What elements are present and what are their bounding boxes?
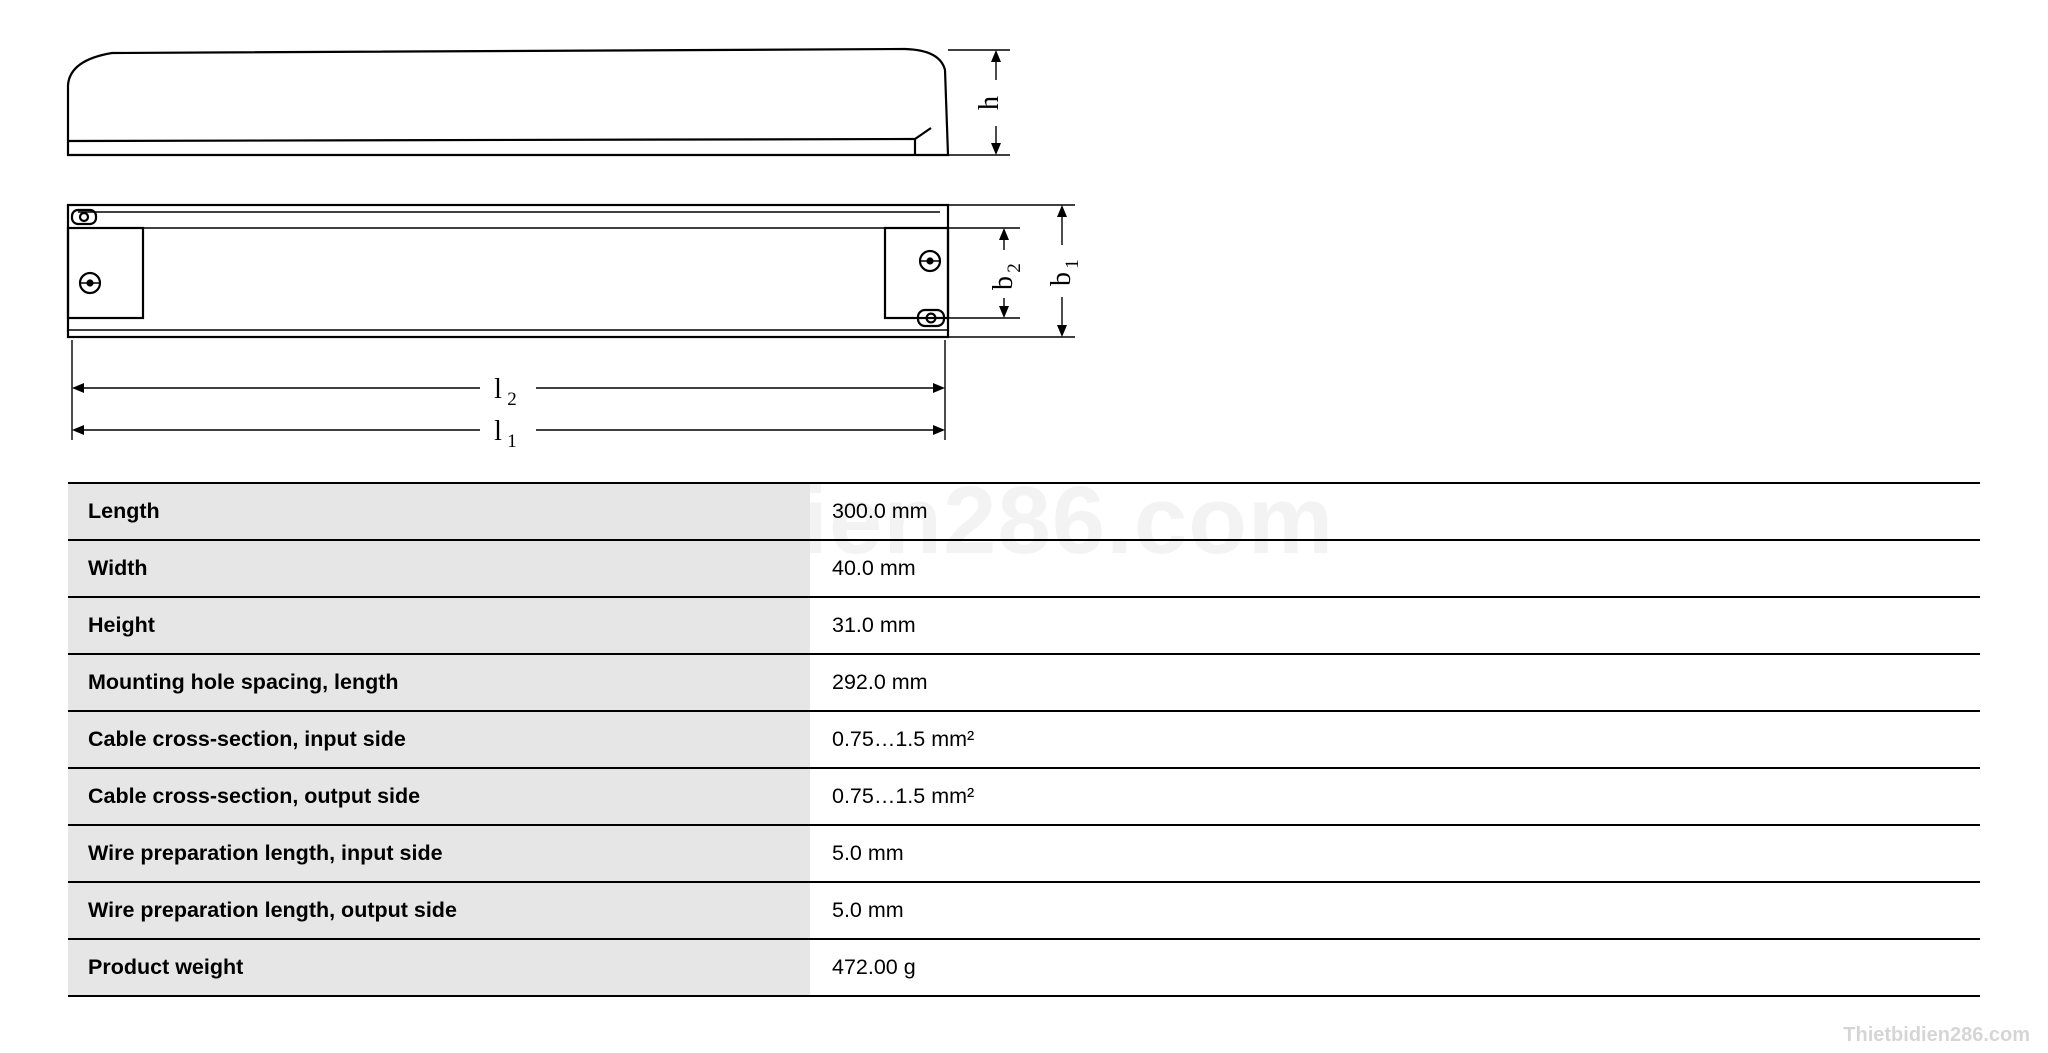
b2-arrow-up <box>999 228 1009 240</box>
specification-table-body <box>68 483 1980 996</box>
spec-label: Height <box>68 597 810 654</box>
table-row <box>68 654 1980 711</box>
spec-label: Mounting hole spacing, length <box>68 654 810 711</box>
spec-label: Width <box>68 540 810 597</box>
b2-arrow-down <box>999 306 1009 318</box>
l1-arrow-right <box>933 425 945 435</box>
spec-value: 0.75…1.5 mm² <box>810 768 1980 825</box>
spec-label: Length <box>68 483 810 540</box>
table-row <box>68 939 1980 996</box>
b1-arrow-down <box>1057 325 1067 337</box>
side-view-base-line <box>68 139 915 141</box>
dimension-label-h: h <box>974 96 1005 110</box>
spec-value: 292.0 mm <box>810 654 1980 711</box>
table-row <box>68 483 1980 540</box>
l2-arrow-left <box>72 383 84 393</box>
spec-value: 5.0 mm <box>810 825 1980 882</box>
spec-value: 31.0 mm <box>810 597 1980 654</box>
dimension-label-l1: l <box>494 416 502 447</box>
top-view-outline <box>68 205 948 337</box>
specification-table <box>68 482 1980 997</box>
l2-arrow-right <box>933 383 945 393</box>
spec-label: Wire preparation length, input side <box>68 825 810 882</box>
spec-label: Wire preparation length, output side <box>68 882 810 939</box>
right-terminal-block <box>885 228 948 318</box>
table-row <box>68 882 1980 939</box>
table-row <box>68 768 1980 825</box>
spec-value: 300.0 mm <box>810 483 1980 540</box>
dimension-label-b1: b <box>1046 272 1077 286</box>
dimension-label-l1-subscript: 1 <box>507 431 517 452</box>
dimension-label-l2-subscript: 2 <box>507 389 517 410</box>
technical-drawing <box>0 0 1120 470</box>
left-mounting-hole <box>80 213 88 221</box>
spec-value: 0.75…1.5 mm² <box>810 711 1980 768</box>
spec-label: Cable cross-section, input side <box>68 711 810 768</box>
h-arrow-down <box>991 143 1001 155</box>
dimension-label-l2: l <box>494 374 502 405</box>
left-terminal-block <box>68 228 143 318</box>
table-row <box>68 540 1980 597</box>
b1-arrow-up <box>1057 205 1067 217</box>
dimension-label-b1-subscript: 1 <box>1062 259 1083 269</box>
l1-arrow-left <box>72 425 84 435</box>
side-view-corner-line <box>915 128 931 139</box>
dimension-label-b2-subscript: 2 <box>1004 263 1025 273</box>
spec-value: 40.0 mm <box>810 540 1980 597</box>
watermark-corner: Thietbidien286.com <box>1843 1024 2030 1046</box>
table-row <box>68 597 1980 654</box>
spec-value: 472.00 g <box>810 939 1980 996</box>
dimension-label-b2: b <box>988 276 1019 290</box>
spec-label: Cable cross-section, output side <box>68 768 810 825</box>
b1-label-mask <box>1043 245 1083 297</box>
h-arrow-up <box>991 50 1001 62</box>
table-row <box>68 711 1980 768</box>
table-row <box>68 825 1980 882</box>
spec-label: Product weight <box>68 939 810 996</box>
spec-value: 5.0 mm <box>810 882 1980 939</box>
